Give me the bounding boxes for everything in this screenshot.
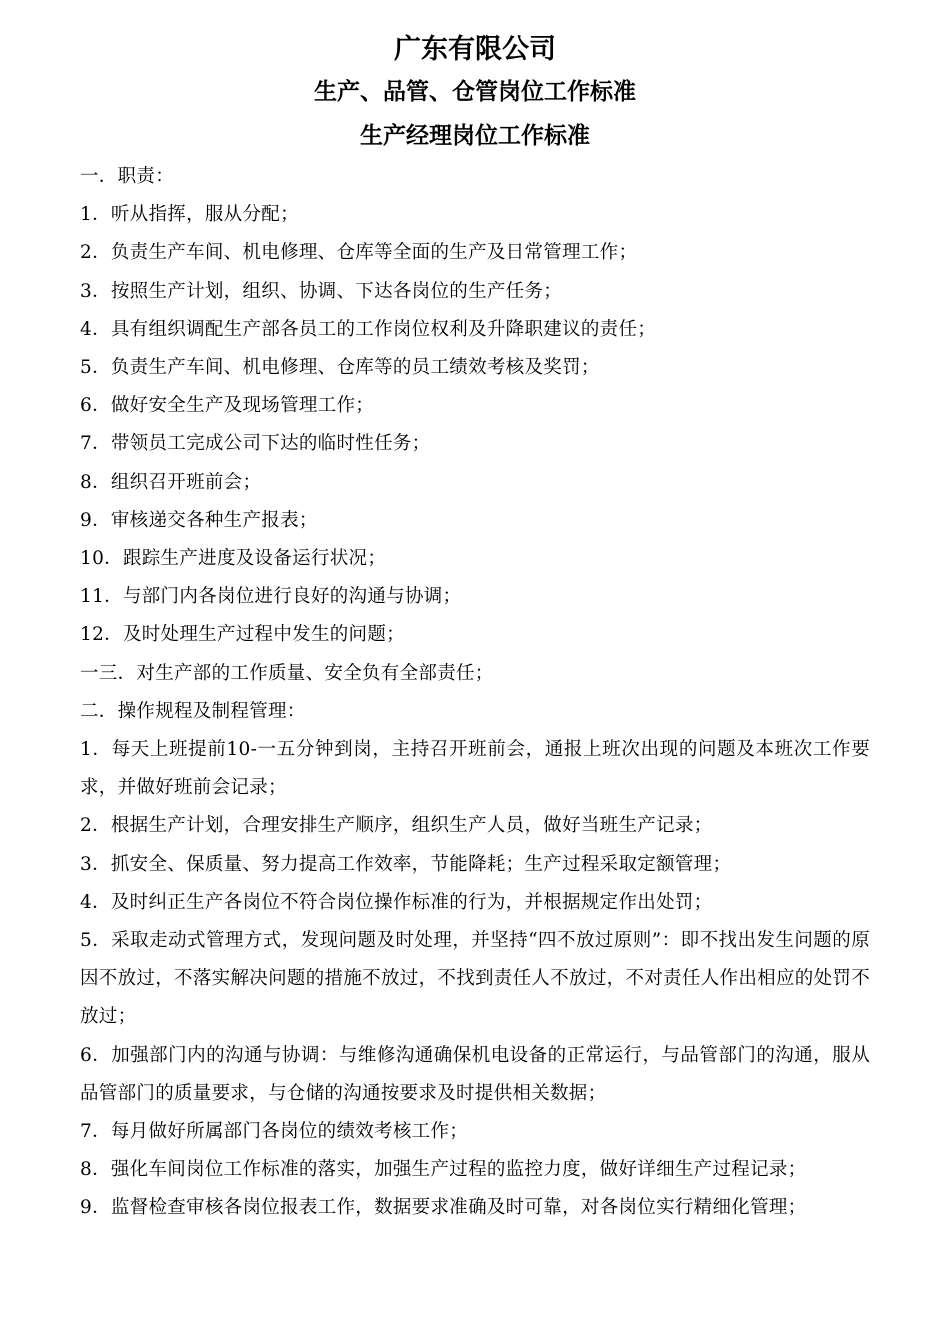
duty-item: 11．与部门内各岗位进行良好的沟通与协调； [80,586,462,608]
duty-item: 6．做好安全生产及现场管理工作； [80,395,375,417]
procedure-item: 9．监督检查审核各岗位报表工作，数据要求准确及时可靠，对各岗位实行精细化管理； [80,1197,807,1219]
duty-item: 9．审核递交各种生产报表； [80,509,318,531]
section-heading-duties: 一．职责： [80,166,175,187]
procedure-item: 5．采取走动式管理方式，发现问题及时处理，并坚持“四不放过原则”：即不找出发生问题的原因不放过，不落实解决问题的措施不放过，不找到责任人不放过，不对责任人作出相应的处罚不放过； [80,930,870,1028]
duty-item: 12．及时处理生产过程中发生的问题； [80,624,405,646]
procedure-item: 6．加强部门内的沟通与协调：与维修沟通确保机电设备的正常运行，与品管部门的沟通，服从品管部门的质量要求，与仓储的沟通按要求及时提供相关数据； [80,1044,870,1104]
section-heading-procedures: 二．操作规程及制程管理： [80,700,306,722]
document-body [80,158,870,1228]
duty-item: 4．具有组织调配生产部各员工的工作岗位权利及升降职建议的责任； [80,318,657,340]
position-title: 生产经理岗位工作标准 [360,123,590,149]
duty-item: 3．按照生产计划，组织、协调、下达各岗位的生产任务； [80,280,563,302]
procedure-item: 3．抓安全、保质量、努力提高工作效率，节能降耗；生产过程采取定额管理； [80,853,732,875]
duty-item: 一三．对生产部的工作质量、安全负有全部责任； [80,662,494,684]
procedure-item: 8．强化车间岗位工作标准的落实，加强生产过程的监控力度，做好详细生产过程记录； [80,1159,807,1181]
duty-item: 8．组织召开班前会； [80,471,262,493]
procedure-item: 1．每天上班提前10-一五分钟到岗，主持召开班前会，通报上班次出现的问题及本班次工作要求，并做好班前会记录； [80,739,870,799]
duty-item: 5．负责生产车间、机电修理、仓库等的员工绩效考核及奖罚； [80,357,600,379]
procedure-item: 4．及时纠正生产各岗位不符合岗位操作标准的行为，并根据规定作出处罚； [80,891,713,913]
duty-item: 1．听从指挥，服从分配； [80,204,299,226]
duty-item: 2．负责生产车间、机电修理、仓库等全面的生产及日常管理工作； [80,242,638,264]
procedure-item: 7．每月做好所属部门各岗位的绩效考核工作； [80,1121,469,1143]
duty-item: 7．带领员工完成公司下达的临时性任务； [80,433,431,455]
duty-item: 10．跟踪生产进度及设备运行状况； [80,548,387,570]
document-subtitle: 生产、品管、仓管岗位工作标准 [314,79,636,105]
procedure-item: 2．根据生产计划，合理安排生产顺序，组织生产人员，做好当班生产记录； [80,815,713,837]
company-title: 广东有限公司 [394,34,556,65]
